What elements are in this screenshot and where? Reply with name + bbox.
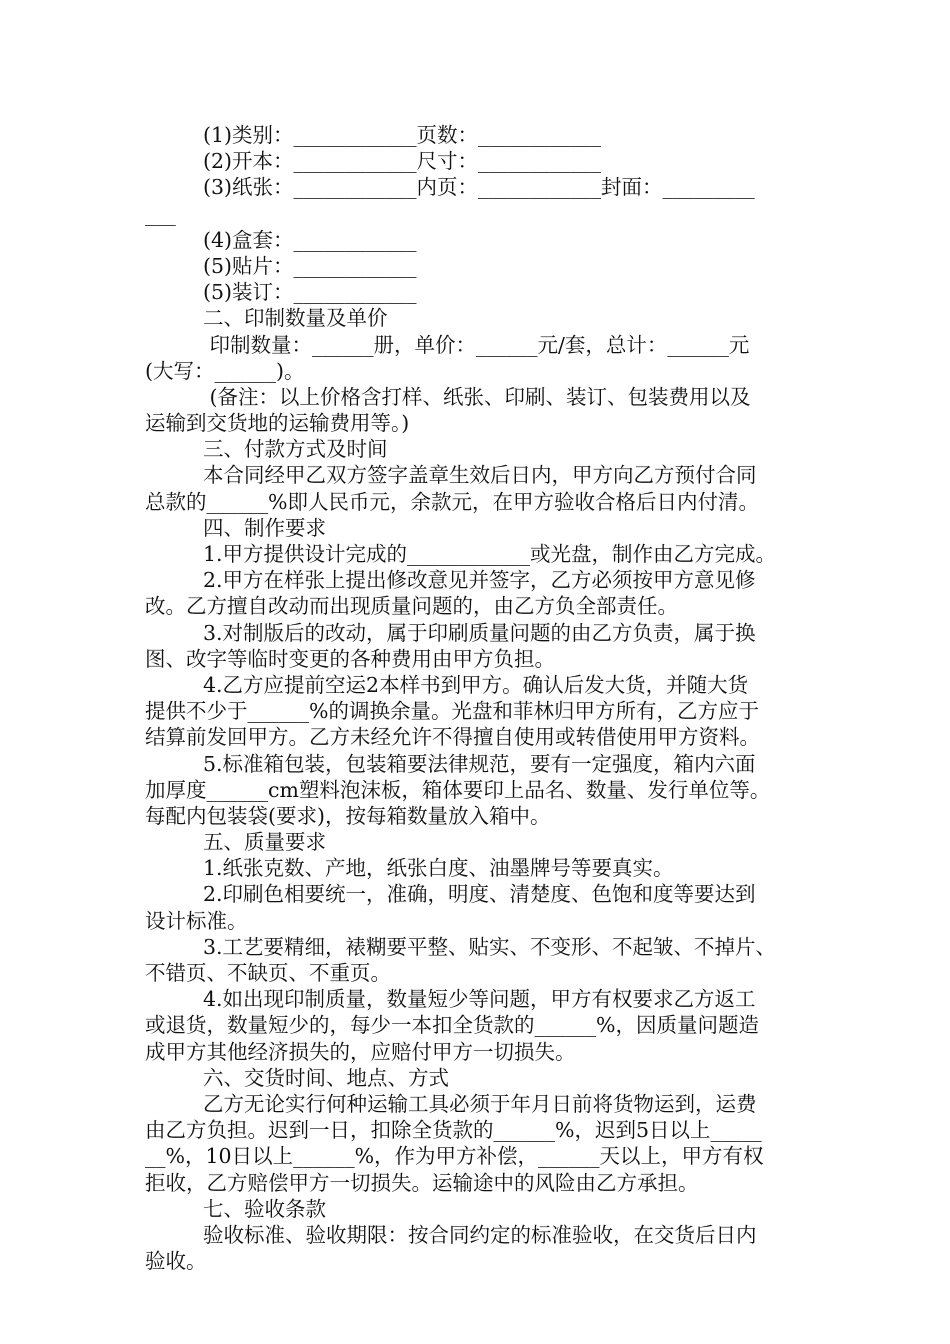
text-line: 印制数量：______册，单价：______元/套，总计：______元 [203, 332, 750, 357]
text-line: 本合同经甲乙双方签字盖章生效后日内，甲方向乙方预付合同 [203, 463, 757, 488]
text-line: 总款的______%即人民币元，余款元，在甲方验收合格后日内付清。 [145, 489, 759, 514]
text-line: (5)贴片：____________ [203, 253, 417, 278]
text-line: 验收。 [145, 1249, 207, 1274]
text-line: 或退货，数量短少的，每少一本扣全货款的______%，因质量问题造 [145, 1013, 759, 1038]
text-line: (3)纸张：____________内页：____________封面：_________ [203, 175, 755, 200]
text-line: 4.乙方应提前空运2本样书到甲方。确认后发大货，并随大货 [203, 672, 749, 697]
text-line: 乙方无论实行何种运输工具必须于年月日前将货物运到，运费 [203, 1091, 757, 1116]
text-line: (4)盒套：____________ [203, 227, 417, 252]
text-line: 4.如出现印制质量，数量短少等问题，甲方有权要求乙方返工 [203, 987, 756, 1012]
document-body [145, 122, 810, 1274]
text-line: 三、付款方式及时间 [203, 437, 388, 462]
text-line: 成甲方其他经济损失的，应赔付甲方一切损失。 [145, 1039, 576, 1064]
text-line: ___ [145, 201, 176, 226]
text-line: __%，10日以上______%，作为甲方补偿，______天以上，甲方有权 [145, 1144, 764, 1169]
text-line: 3.工艺要精细，裱糊要平整、贴实、不变形、不起皱、不掉片、 [203, 934, 777, 959]
text-line: (1)类别：____________页数：____________ [203, 123, 602, 147]
text-line: 五、质量要求 [203, 830, 326, 855]
text-line: 拒收，乙方赔偿甲方一切损失。运输途中的风险由乙方承担。 [145, 1170, 699, 1195]
text-line: 七、验收条款 [203, 1196, 326, 1221]
text-line: 1.甲方提供设计完成的____________或光盘，制作由乙方完成。 [203, 542, 777, 566]
text-line: 5.标准箱包装，包装箱要法律规范，要有一定强度，箱内六面 [203, 751, 756, 776]
text-line: 不错页、不缺页、不重页。 [145, 961, 391, 985]
text-line: 结算前发回甲方。乙方未经允许不得擅自使用或转借使用甲方资料。 [145, 725, 760, 750]
text-line: 3.对制版后的改动，属于印刷质量问题的由乙方负责，属于换 [203, 620, 756, 645]
text-line: 运输到交货地的运输费用等。) [145, 411, 410, 436]
text-line: 六、交货时间、地点、方式 [203, 1065, 449, 1090]
text-line: 图、改字等临时变更的各种费用由甲方负担。 [145, 646, 555, 671]
text-line: 二、印制数量及单价 [203, 306, 388, 331]
text-line: (2)开本：____________尺寸：____________ [203, 149, 602, 174]
text-line: 提供不少于______%的调换余量。光盘和菲林归甲方所有，乙方应于 [145, 699, 759, 724]
text-line: 改。乙方擅自改动而出现质量问题的，由乙方负全部责任。 [145, 594, 678, 619]
text-line: 每配内包装袋(要求)，按每箱数量放入箱中。 [145, 803, 551, 828]
text-line: 由乙方负担。迟到一日，扣除全货款的______%，迟到5日以上_____ [145, 1118, 762, 1143]
text-line: 设计标准。 [145, 908, 248, 933]
text-line: (备注：以上价格含打样、纸张、印刷、装订、包装费用以及 [203, 384, 751, 409]
text-line: 2.甲方在样张上提出修改意见并签字，乙方必须按甲方意见修 [203, 568, 756, 593]
text-line: 加厚度______cm塑料泡沫板，箱体要印上品名、数量、发行单位等。 [145, 777, 771, 802]
text-line: 验收标准、验收期限：按合同约定的标准验收，在交货后日内 [203, 1222, 757, 1247]
text-line: 2.印刷色相要统一，准确，明度、清楚度、色饱和度等要达到 [203, 882, 756, 907]
text-line: 1.纸张克数、产地，纸张白度、油墨牌号等要真实。 [203, 856, 674, 881]
text-line: 四、制作要求 [203, 515, 326, 540]
text-line: (5)装订：____________ [203, 280, 417, 305]
text-line: (大写：______)。 [145, 358, 305, 383]
